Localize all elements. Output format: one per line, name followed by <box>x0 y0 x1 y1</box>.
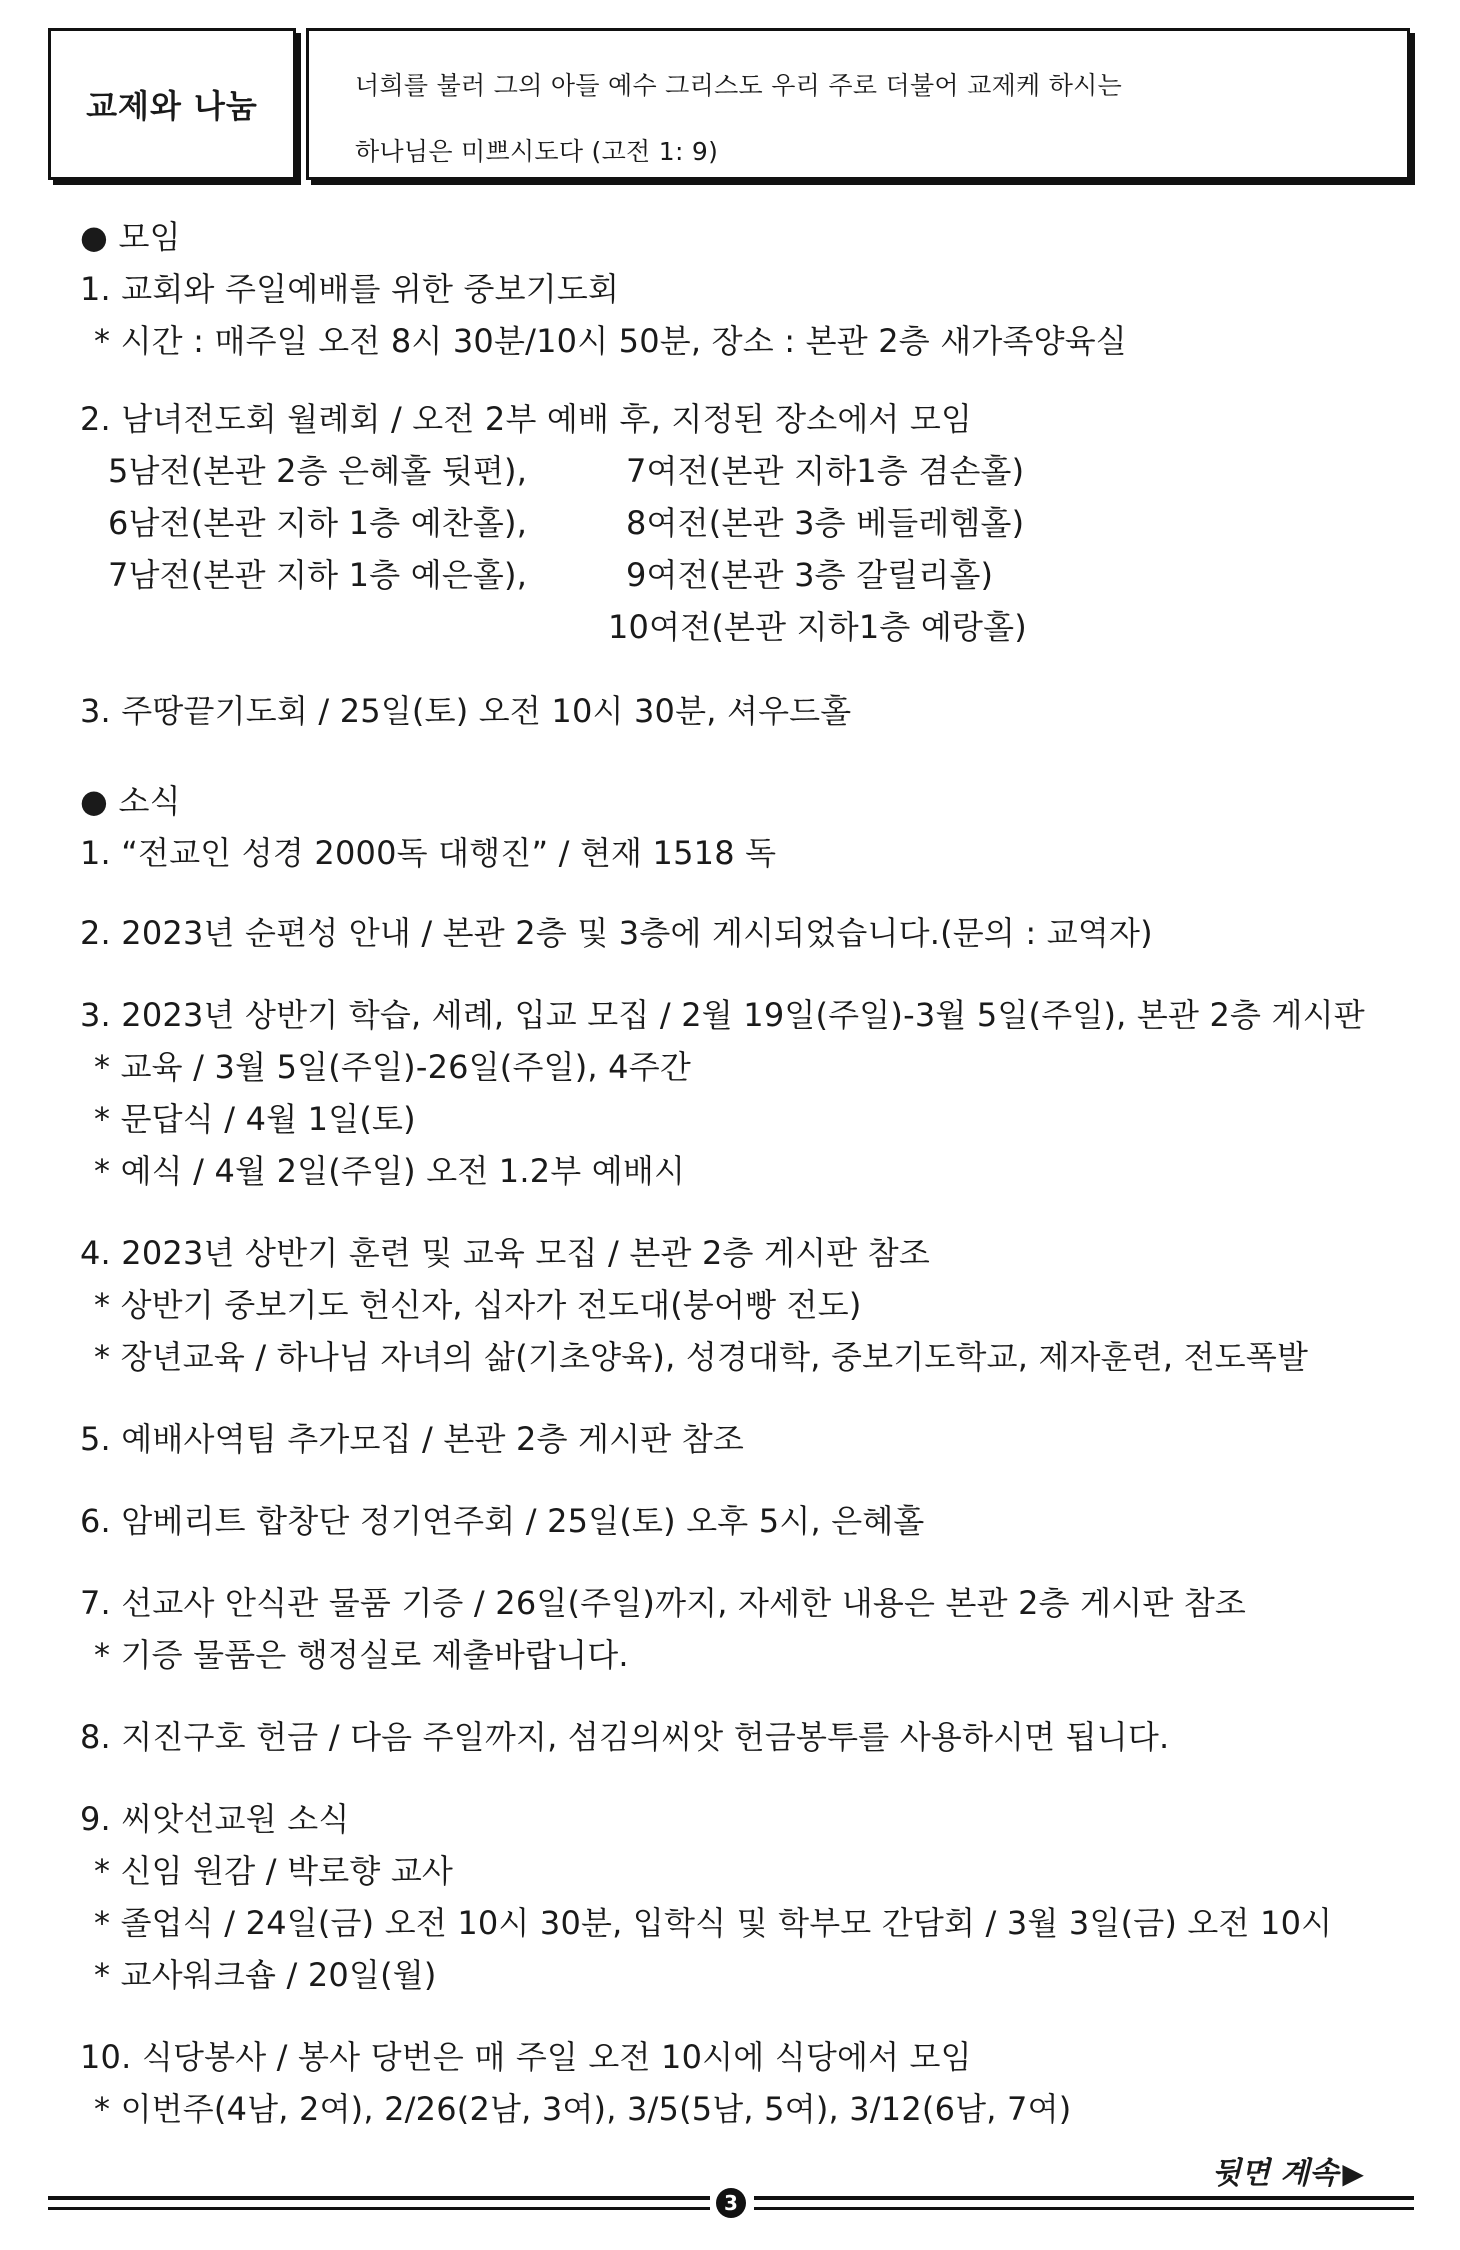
news-item-2: 2. 2023년 순편성 안내 / 본관 2층 및 3층에 게시되었습니다.(문의 : 교역자) <box>80 914 1153 952</box>
meetings-heading: ● 모임 <box>80 218 181 256</box>
meeting-item-1-detail: * 시간 : 매주일 오전 8시 30분/10시 50분, 장소 : 본관 2층 새가족양육실 <box>94 322 1127 360</box>
news-item-6: 6. 암베리트 합창단 정기연주회 / 25일(토) 오후 5시, 은혜홀 <box>80 1502 925 1540</box>
news-item-4-detail: * 장년교육 / 하나님 자녀의 삶(기초양육), 성경대학, 중보기도학교, 제자훈련, 전도폭발 <box>94 1338 1309 1376</box>
continued-on-back-note <box>1212 2148 1364 2192</box>
scripture-verse-box <box>306 28 1410 180</box>
verse-line-2: 하나님은 미쁘시도다 (고전 1: 9) <box>355 137 719 166</box>
news-item-1: 1. “전교인 성경 2000독 대행진” / 현재 1518 독 <box>80 834 777 872</box>
meeting-women-1: 7여전(본관 지하1층 겸손홀) <box>626 452 1025 490</box>
news-item-9-detail: * 교사워크숍 / 20일(월) <box>94 1956 437 1994</box>
news-heading: ● 소식 <box>80 782 181 820</box>
verse-line-1: 너희를 불러 그의 아들 예수 그리스도 우리 주로 더불어 교제케 하시는 <box>355 71 1123 100</box>
page-number-badge: 3 <box>716 2188 746 2218</box>
footer-rule-right <box>754 2196 1414 2210</box>
news-item-7-title: 7. 선교사 안식관 물품 기증 / 26일(주일)까지, 자세한 내용은 본관 2층 게시판 참조 <box>80 1584 1247 1622</box>
news-item-10-title: 10. 식당봉사 / 봉사 당번은 매 주일 오전 10시에 식당에서 모임 <box>80 2038 972 2076</box>
news-item-3-detail: * 예식 / 4월 2일(주일) 오전 1.2부 예배시 <box>94 1152 686 1190</box>
news-item-3-detail: * 교육 / 3월 5일(주일)-26일(주일), 4주간 <box>94 1048 691 1086</box>
news-item-5: 5. 예배사역팀 추가모집 / 본관 2층 게시판 참조 <box>80 1420 744 1458</box>
news-item-4-detail: * 상반기 중보기도 헌신자, 십자가 전도대(붕어빵 전도) <box>94 1286 862 1324</box>
arrow-right-icon: ▶ <box>1342 2157 1364 2190</box>
news-item-9-title: 9. 씨앗선교원 소식 <box>80 1800 350 1838</box>
news-item-9-detail: * 졸업식 / 24일(금) 오전 10시 30분, 입학식 및 학부모 간담회 / 3월 3일(금) 오전 10시 <box>94 1904 1333 1942</box>
meeting-men-1: 5남전(본관 2층 은혜홀 뒷편), <box>108 452 528 490</box>
meeting-men-3: 7남전(본관 지하 1층 예은홀), <box>108 556 528 594</box>
section-title-box <box>48 28 296 180</box>
meeting-women-2: 8여전(본관 3층 베들레헴홀) <box>626 504 1025 542</box>
news-item-3-title: 3. 2023년 상반기 학습, 세례, 입교 모집 / 2월 19일(주일)-3월 5일(주일), 본관 2층 게시판 <box>80 996 1365 1034</box>
news-item-8: 8. 지진구호 헌금 / 다음 주일까지, 섬김의씨앗 헌금봉투를 사용하시면 됩니다. <box>80 1718 1170 1756</box>
meeting-item-2-title: 2. 남녀전도회 월례회 / 오전 2부 예배 후, 지정된 장소에서 모임 <box>80 400 973 438</box>
news-item-3-detail: * 문답식 / 4월 1일(토) <box>94 1100 416 1138</box>
section-title: 교제와 나눔 <box>86 87 258 125</box>
news-item-7-detail: * 기증 물품은 행정실로 제출바랍니다. <box>94 1636 629 1674</box>
news-item-10-detail: * 이번주(4남, 2여), 2/26(2남, 3여), 3/5(5남, 5여), 3/12(6남, 7여) <box>94 2090 1072 2128</box>
news-item-9-detail: * 신임 원감 / 박로향 교사 <box>94 1852 454 1890</box>
meeting-item-1-title: 1. 교회와 주일예배를 위한 중보기도회 <box>80 270 620 308</box>
meeting-men-2: 6남전(본관 지하 1층 예찬홀), <box>108 504 528 542</box>
footer-rule-left <box>48 2196 710 2210</box>
meeting-women-3: 9여전(본관 3층 갈릴리홀) <box>626 556 994 594</box>
meeting-item-3-title: 3. 주땅끝기도회 / 25일(토) 오전 10시 30분, 셔우드홀 <box>80 692 852 730</box>
continued-label: 뒷면 계속 <box>1212 2156 1339 2191</box>
news-item-4-title: 4. 2023년 상반기 훈련 및 교육 모집 / 본관 2층 게시판 참조 <box>80 1234 930 1272</box>
meeting-women-4: 10여전(본관 지하1층 예랑홀) <box>608 608 1027 646</box>
